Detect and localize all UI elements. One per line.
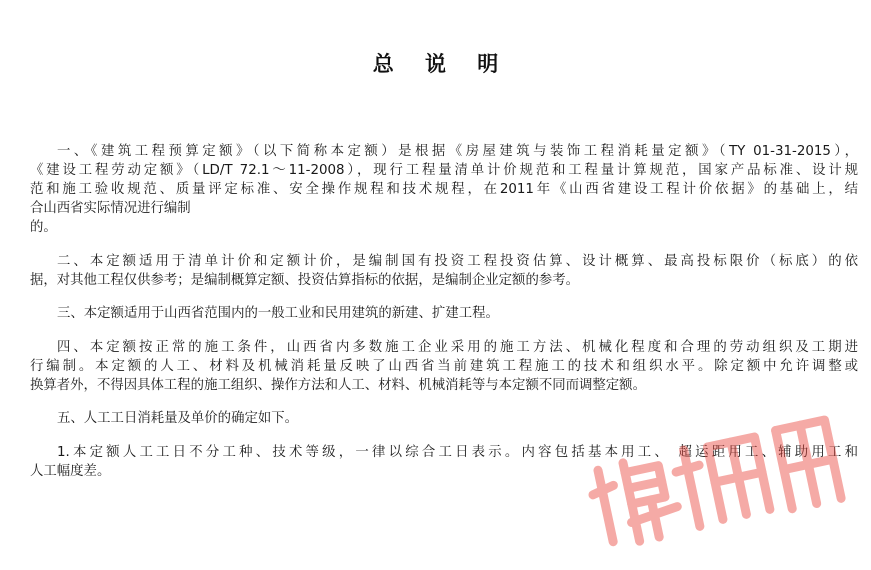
text-line: 合山西省实际情况进行编制: [30, 201, 191, 216]
text-line: 二、本定额适用于清单计价和定额计价，是编制国有投资工程投资估算、设计概算、最高投标限价（标底）的依: [57, 253, 858, 269]
paragraph-2: [30, 252, 858, 290]
text-line: 换算者外，不得因具体工程的施工组织、操作方法和人工、材料、机械消耗等与本定额不同而调整定额。: [30, 377, 646, 393]
paragraph-3: [30, 304, 858, 323]
text-line: 五、人工工日消耗量及单价的确定如下。: [57, 411, 299, 426]
text-line: 范和施工验收规范、质量评定标准、安全操作规程和技术规程，在2011年《山西省建设工程计价依据》的基础上，结: [30, 182, 858, 197]
paragraph-6: [30, 443, 858, 481]
text-line: 三、本定额适用于山西省范围内的一般工业和民用建筑的新建、扩建工程。: [57, 306, 499, 321]
text-line: 行编制。本定额的人工、材料及机械消耗量反映了山西省当前建筑工程施工的技术和组织水平。除定额中允许调整或: [30, 358, 858, 374]
text-line: 1.本定额人工工日不分工种、技术等级，一律以综合工日表示。内容包括基本用工、 超运距用工、辅助用工和: [57, 444, 858, 460]
text-line: 《建设工程劳动定额》（LD/T 72.1～11-2008），现行工程量清单计价规范和工程量计算规范，国家产品标准、设计规: [30, 163, 858, 178]
page-title: 总 说 明: [372, 52, 511, 76]
paragraph-5: [30, 409, 858, 428]
document-body: [30, 142, 858, 495]
text-line: 一、《建筑工程预算定额》（以下简称本定额）是根据《房屋建筑与装饰工程消耗量定额》（TY 01-31-2015），: [57, 144, 858, 159]
paragraph-4: [30, 338, 858, 395]
paragraph-1: [30, 142, 858, 237]
text-line: 的。: [30, 220, 57, 235]
text-line: 四、本定额按正常的施工条件，山西省内多数施工企业采用的施工方法、机械化程度和合理的劳动组织及工期进: [57, 339, 858, 355]
text-line: 据，对其他工程仅供参考；是编制概算定额、投资估算指标的依据，是编制企业定额的参考。: [30, 272, 580, 288]
text-line: 人工幅度差。: [30, 463, 111, 479]
